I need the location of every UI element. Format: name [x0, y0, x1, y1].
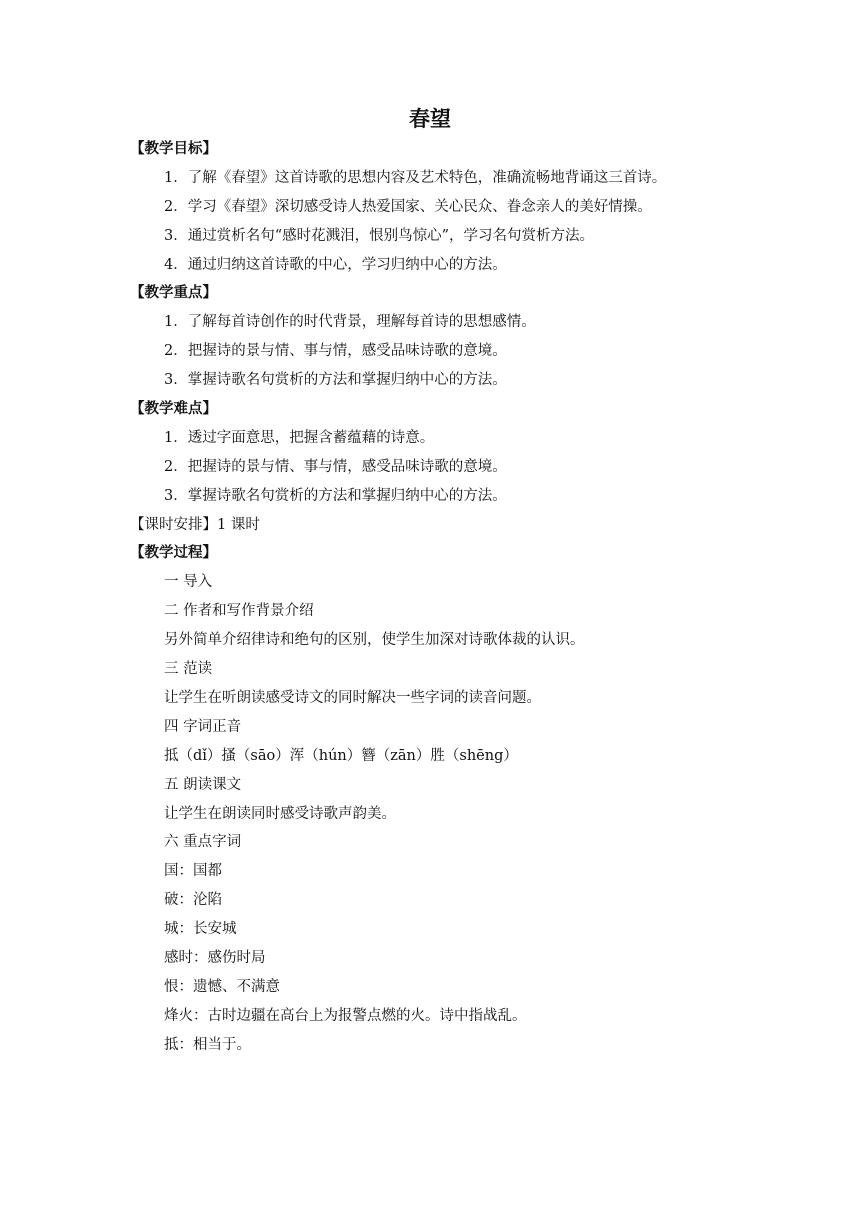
process-line-11: 国：国都: [164, 863, 222, 880]
key-point-item-2: 2．把握诗的景与情、事与情，感受品味诗歌的意境。: [164, 343, 507, 360]
schedule-line: [130, 511, 740, 540]
process-line-16: 烽火：古时边疆在高台上为报警点燃的火。诗中指战乱。: [164, 1007, 527, 1024]
difficulty-item-1: 1．透过字面意思，把握含蓄蕴藉的诗意。: [164, 429, 435, 446]
key-point-item-1: 1．了解每首诗创作的时代背景，理解每首诗的思想感情。: [164, 314, 536, 331]
process-heading: 【教学过程】: [130, 545, 217, 562]
schedule-label: 【课时安排】: [130, 516, 217, 533]
process-line-15: 恨：遗憾、不满意: [164, 978, 280, 995]
process-line-12: 破：沦陷: [164, 892, 222, 909]
process-line-3: 另外简单介绍律诗和绝句的区别，使学生加深对诗歌体裁的认识。: [164, 632, 585, 649]
process-line-4: 三 范读: [164, 661, 213, 678]
objective-item-4: 4．通过归纳这首诗歌的中心，学习归纳中心的方法。: [164, 256, 507, 273]
objective-item-1: 1．了解《春望》这首诗歌的思想内容及艺术特色，准确流畅地背诵这三首诗。: [164, 169, 667, 186]
objective-item-3: 3．通过赏析名句“感时花溅泪，恨别鸟惊心”，学习名句赏析方法。: [164, 227, 595, 244]
key-point-item-3: 3．掌握诗歌名句赏析的方法和掌握归纳中心的方法。: [164, 372, 507, 389]
process-line-17: 抵：相当于。: [164, 1036, 251, 1053]
process-line-13: 城：长安城: [164, 921, 237, 938]
document-body: [130, 135, 740, 1060]
process-line-2: 二 作者和写作背景介绍: [164, 603, 314, 620]
process-line-10: 六 重点字词: [164, 834, 242, 851]
difficulties-heading: 【教学难点】: [130, 401, 217, 418]
schedule-value: 1 课时: [217, 516, 260, 533]
key-points-heading: 【教学重点】: [130, 285, 217, 302]
process-line-6: 四 字词正音: [164, 718, 242, 735]
process-line-1: 一 导入: [164, 574, 213, 591]
process-line-7: 抵（dǐ）搔（sāo）浑（hún）簪（zān）胜（shēng）: [164, 747, 518, 764]
objective-item-2: 2．学习《春望》深切感受诗人热爱国家、关心民众、眷念亲人的美好情操。: [164, 198, 652, 215]
difficulty-item-2: 2．把握诗的景与情、事与情，感受品味诗歌的意境。: [164, 458, 507, 475]
process-line-5: 让学生在听朗读感受诗文的同时解决一些字词的读音问题。: [164, 689, 541, 706]
process-line-9: 让学生在朗读同时感受诗歌声韵美。: [164, 805, 396, 822]
objectives-heading: 【教学目标】: [130, 141, 217, 157]
process-line-8: 五 朗读课文: [164, 776, 242, 793]
process-line-14: 感时：感伤时局: [164, 949, 266, 966]
difficulty-item-3: 3．掌握诗歌名句赏析的方法和掌握归纳中心的方法。: [164, 487, 507, 504]
page-title: 春望: [409, 107, 451, 131]
